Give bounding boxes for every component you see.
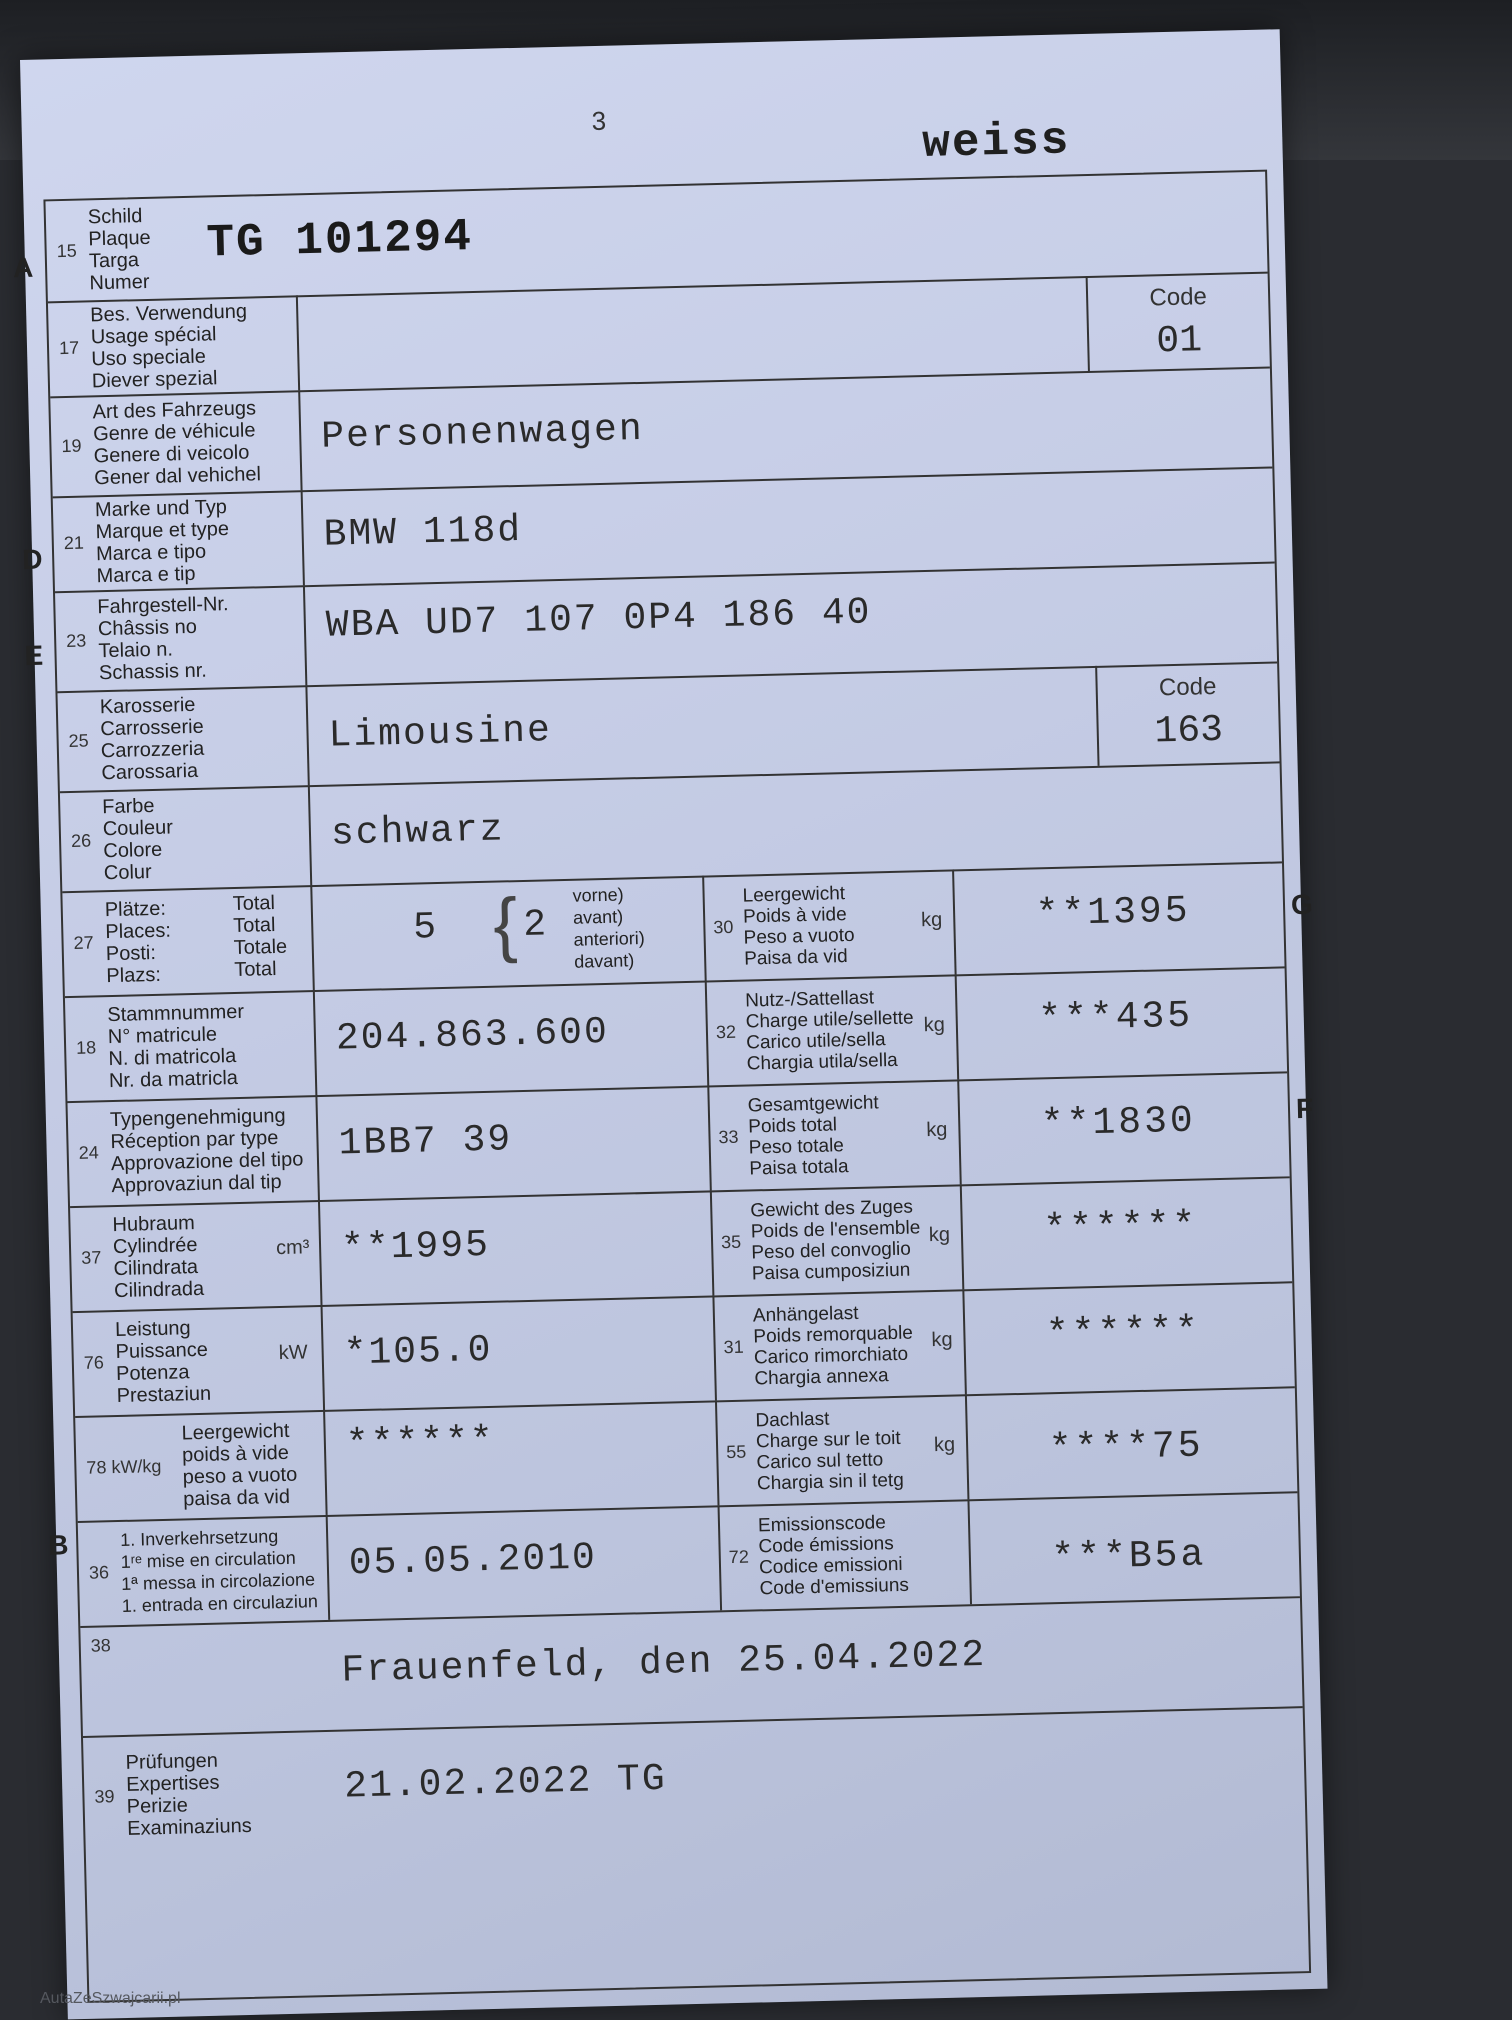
usage-code-box	[1086, 272, 1270, 371]
field-39-inspections: 39 Prüfungen Expertises Perizie Examinaziuns 21.02.2022 TG	[94, 1749, 668, 1840]
colour-value: schwarz	[330, 808, 506, 856]
label-rm: Diever spezial	[91, 366, 218, 392]
first-registration-value: 05.05.2010	[348, 1536, 598, 1586]
field-number: 27	[73, 932, 94, 953]
label-it: Telaio n.	[98, 638, 174, 663]
field-number: 39	[94, 1785, 115, 1807]
field-number: 25	[68, 730, 89, 751]
seats-total-value: 5	[412, 906, 437, 950]
side-letter-f: F	[1295, 1092, 1314, 1125]
field-number: 15	[56, 240, 77, 261]
label-fr: Plaque	[88, 226, 151, 251]
side-letter-e: E	[24, 639, 44, 672]
plate-value: TG 101294	[205, 210, 474, 270]
emissions-code-value: ***B5a	[1050, 1533, 1207, 1581]
field-76-power: 76 Leistung Puissance Potenza Prestaziun	[83, 1316, 212, 1407]
code-value: 163	[1154, 708, 1224, 754]
field-33-total-weight-label: 33 Gesamtgewicht Poids total Peso totale Paisa totala kg	[718, 1091, 948, 1180]
label-de: Marke und Typ	[94, 495, 228, 521]
label-de: Art des Fahrzeugs	[92, 397, 257, 424]
side-letter-b: B	[47, 1529, 69, 1561]
field-35-train-weight-label: 35 Gewicht des Zuges Poids de l'ensemble Peso del convoglio Paisa cumposiziun kg	[720, 1196, 951, 1284]
train-weight-value: ******	[1042, 1204, 1199, 1252]
label-it: Genere di veicolo	[93, 441, 250, 468]
unit-label: kg	[920, 909, 943, 932]
field-30-empty-weight-label: 30 Leergewicht Poids à vide Peso a vuoto Paisa da vid kg	[713, 882, 943, 970]
label-rm: Marca e tip	[96, 562, 196, 587]
label-fr: Couleur	[102, 816, 174, 841]
field-27-seats	[72, 893, 234, 990]
watermark: AutaZeSzwajcarii.pl	[40, 1990, 181, 2007]
label-it: Targa	[88, 249, 140, 273]
handwritten-color-note: weiss	[921, 114, 1071, 170]
label-it: Colore	[103, 838, 163, 863]
body-code-box	[1095, 661, 1279, 765]
field-18-id-number: 18 Stammnummer N° matricule N. di matricola Nr. da matricla	[75, 1000, 245, 1092]
code-label: Code	[1158, 672, 1217, 702]
label-fr: Marque et type	[95, 517, 230, 543]
label-de: Farbe	[102, 794, 155, 819]
label-it: Posti:	[105, 941, 157, 965]
label-fr: Châssis no	[97, 615, 198, 641]
field-number: 19	[61, 435, 82, 456]
total-weight-value: **1830	[1040, 1099, 1197, 1147]
label-de: Schild	[87, 205, 143, 229]
label-it: Uso speciale	[91, 345, 207, 370]
code-label: Code	[1149, 283, 1208, 312]
field-number: 38	[90, 1635, 112, 1656]
label-rm: Colur	[103, 861, 152, 885]
label-it: Marca e tipo	[95, 540, 207, 565]
field-36-first-registration: 36 1. Inverkehrsetzung 1ʳᵉ mise en circulation 1ª messa in circolazione 1. entrada en circulaziun	[88, 1525, 319, 1616]
code-value: 01	[1155, 319, 1203, 364]
trailer-load-value: ******	[1045, 1309, 1202, 1357]
label-fr: Places:	[105, 919, 172, 943]
empty-weight-value: **1395	[1035, 889, 1192, 937]
unit-label: kW	[278, 1341, 308, 1365]
field-32-payload-label: 32 Nutz-/Sattellast Charge utile/sellette Carico utile/sella Chargia utila/sella kg	[715, 986, 946, 1075]
label-fr: Usage spécial	[90, 322, 217, 348]
label-de: Karosserie	[99, 693, 196, 719]
make-model-value: BMW 118d	[323, 508, 523, 557]
label-fr: Genre de véhicule	[92, 419, 256, 446]
field-31-trailer-load-label: 31 Anhängelast Poids remorquable Carico rimorchiato Chargia annexa kg	[723, 1302, 953, 1389]
vehicle-kind-value: Personenwagen	[320, 407, 645, 459]
field-78-power-to-weight: 78 kW/kg Leergewicht poids à vide peso a vuoto paisa da vid	[86, 1419, 298, 1510]
field-number: 23	[65, 630, 87, 651]
inspection-value: 21.02.2022 TG	[343, 1757, 668, 1809]
label-rm: Gener dal vehichel	[93, 463, 262, 490]
seats-front-value: 2	[522, 903, 547, 947]
type-approval-value: 1BB7 39	[338, 1118, 513, 1166]
field-37-displacement: 37 Hubraum Cylindrée Cilindrata Cilindrada	[81, 1211, 205, 1302]
field-number: 26	[70, 829, 92, 851]
brace-glyph: {	[492, 884, 519, 965]
label-de: Fahrgestell-Nr.	[97, 593, 229, 619]
label-rm: Carossaria	[101, 759, 199, 785]
side-letter-g: G	[1290, 888, 1314, 921]
page-number: 3	[591, 105, 607, 137]
body-value: Limousine	[328, 709, 553, 758]
form-grid	[43, 170, 1311, 2003]
power-to-weight-value: ******	[345, 1419, 496, 1467]
unit-label: cm³	[275, 1236, 310, 1260]
label-rm: Plazs:	[106, 963, 162, 987]
label-it: Carrozzeria	[100, 737, 205, 763]
id-number-value: 204.863.600	[335, 1010, 610, 1061]
displacement-value: **1995	[340, 1223, 491, 1271]
power-value: *105.0	[343, 1328, 494, 1376]
label-de: Bes. Verwendung	[89, 300, 248, 326]
label-rm: Schassis nr.	[98, 659, 208, 685]
side-letter-d: D	[21, 543, 43, 576]
seats-total-labels: Total Total Totale Total	[232, 892, 288, 982]
seats-front-labels: vorne) avant) anteriori) davant)	[572, 884, 645, 972]
payload-value: ***435	[1037, 994, 1194, 1042]
chassis-number-value: WBA UD7 107 0P4 186 40	[325, 591, 872, 648]
field-72-emissions-label: 72 Emissionscode Code émissions Codice emissioni Code d'emissiuns	[728, 1511, 910, 1599]
label-de: Plätze:	[104, 897, 167, 921]
field-number: 21	[63, 532, 85, 554]
registration-document	[12, 29, 1328, 2019]
label-rm: Numer	[89, 270, 150, 295]
field-55-roof-load-label: 55 Dachlast Charge sur le toit Carico sul tetto Chargia sin il tetg kg	[725, 1408, 956, 1494]
side-letter-a: A	[12, 251, 34, 284]
roof-load-value: ****75	[1048, 1424, 1205, 1472]
label-fr: Carrosserie	[100, 715, 204, 741]
field-number: 17	[58, 337, 80, 359]
place-date-value: Frauenfeld, den 25.04.2022	[340, 1633, 987, 1693]
field-24-type-approval: 24 Typengenehmigung Réception par type Approvazione del tipo Approvaziun dal tip	[78, 1104, 304, 1197]
